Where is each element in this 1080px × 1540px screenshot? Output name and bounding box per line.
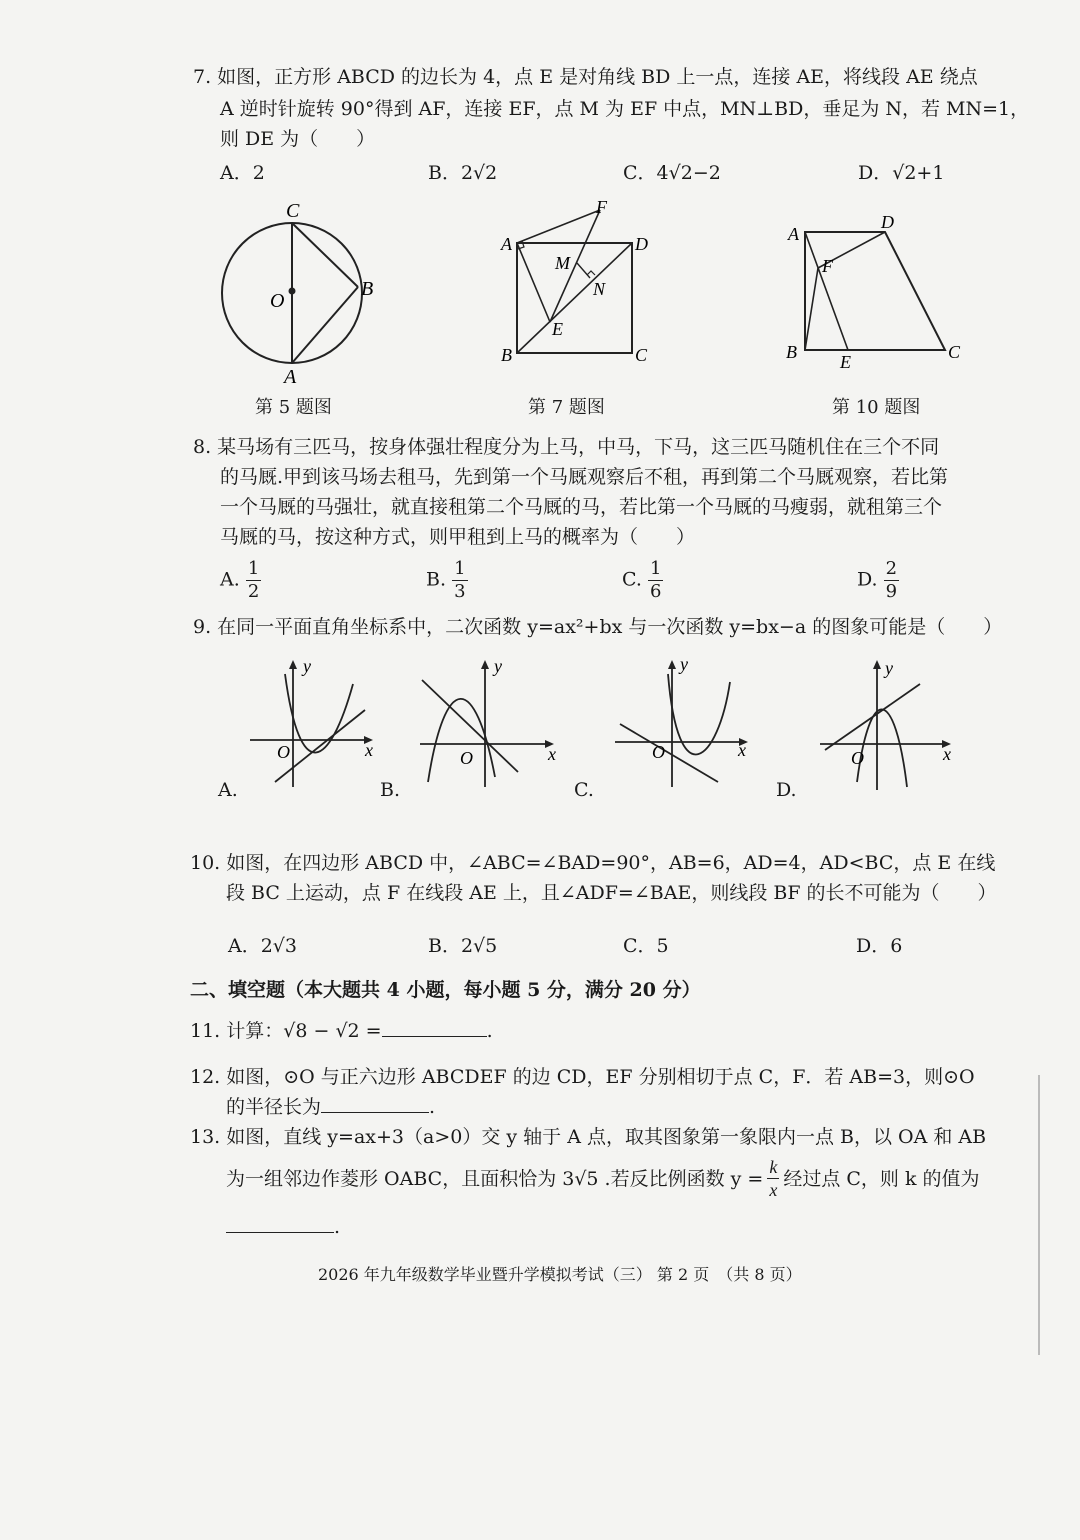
figure-10 bbox=[780, 210, 970, 375]
q10-option-c: C．5 bbox=[623, 935, 669, 957]
section-2-heading: 二、填空题（本大题共 4 小题，每小题 5 分，满分 20 分） bbox=[190, 979, 701, 1001]
origin-label: O bbox=[851, 748, 864, 768]
label-n: N bbox=[593, 279, 606, 299]
chord-ab bbox=[292, 287, 358, 363]
q11 bbox=[190, 1016, 493, 1046]
q11-answer-blank bbox=[382, 1036, 487, 1037]
label-a: A bbox=[788, 224, 799, 244]
q12-end: . bbox=[429, 1096, 436, 1118]
scan-edge-line bbox=[1038, 1075, 1040, 1355]
y-arrow bbox=[873, 660, 881, 669]
q8-option-a: A. $\frac{1}{2}$ bbox=[220, 558, 260, 602]
chord-cb bbox=[292, 223, 358, 287]
q7-option-b: B．2√2 bbox=[428, 162, 498, 184]
q7-option-c: C．4√2−2 bbox=[623, 162, 721, 184]
label-o: O bbox=[270, 290, 285, 312]
q7-line2: A 逆时针旋转 90°得到 AF，连接 EF，点 M 为 EF 中点，MN⊥BD，垂足为 N，若 MN=1， bbox=[220, 98, 1030, 120]
figure-10-caption: 第 10 题图 bbox=[832, 397, 921, 418]
q12-answer-blank bbox=[321, 1112, 429, 1113]
q13-answer-blank bbox=[226, 1232, 334, 1233]
q8-line4: 马厩的马，按这种方式，则甲租到上马的概率为（ ） bbox=[220, 526, 696, 548]
label-b: B bbox=[361, 278, 374, 300]
label-c: C bbox=[948, 342, 961, 362]
x-label: x bbox=[943, 744, 951, 764]
label-e: E bbox=[552, 319, 563, 339]
label-d: D bbox=[881, 212, 894, 232]
q7-option-a: A．2 bbox=[220, 162, 265, 184]
y-arrow bbox=[289, 660, 297, 669]
q13-fraction: $\frac{k}{x}$ bbox=[769, 1157, 778, 1200]
q13-end: . bbox=[334, 1216, 341, 1238]
line bbox=[620, 724, 718, 782]
q8-option-d: D. $\frac{2}{9}$ bbox=[857, 558, 898, 602]
x-label: x bbox=[738, 740, 746, 760]
q10-option-b: B．2√5 bbox=[428, 935, 498, 957]
label-b: B bbox=[501, 345, 512, 365]
label-a: A bbox=[284, 366, 297, 385]
q7-line3: 则 DE 为（ ） bbox=[220, 128, 376, 150]
label-e: E bbox=[840, 352, 851, 372]
parabola bbox=[857, 709, 907, 787]
graph-d-letter: D. bbox=[776, 779, 797, 801]
graph-b bbox=[410, 652, 560, 792]
y-label: y bbox=[494, 656, 502, 676]
figure-7-caption: 第 7 题图 bbox=[528, 397, 605, 418]
label-a: A bbox=[501, 234, 512, 254]
figure-7 bbox=[495, 195, 665, 375]
q10-line2: 段 BC 上运动，点 F 在线段 AE 上，且∠ADF=∠BAE，则线段 BF 的长不可能为（ ） bbox=[226, 882, 997, 904]
q11-end: . bbox=[486, 1020, 493, 1042]
segment-bf bbox=[805, 268, 818, 350]
graph-b-letter: B. bbox=[380, 779, 401, 801]
figure-5 bbox=[210, 195, 390, 385]
graph-a bbox=[245, 652, 380, 792]
q10-option-d: D．6 bbox=[856, 935, 903, 957]
q10-line1: 10. 如图，在四边形 ABCD 中，∠ABC=∠BAD=90°，AB=6，AD=4，AD<BC，点 E 在线 bbox=[190, 852, 996, 874]
right-angle-n bbox=[587, 271, 595, 275]
origin-label: O bbox=[460, 748, 473, 768]
q13-text-a: 为一组邻边作菱形 OABC，且面积恰为 3√5 .若反比例函数 y = bbox=[226, 1167, 764, 1190]
q9-line1: 9. 在同一平面直角坐标系中，二次函数 y=ax²+bx 与一次函数 y=bx−a 的图象可能是（ ） bbox=[193, 616, 1003, 638]
origin-label: O bbox=[652, 742, 665, 762]
line bbox=[825, 684, 920, 750]
center-dot bbox=[289, 288, 296, 295]
graph-c-letter: C. bbox=[574, 779, 594, 801]
q8-line1: 8. 某马场有三匹马，按身体强壮程度分为上马，中马，下马，这三匹马随机住在三个不同 bbox=[193, 436, 940, 458]
label-d: D bbox=[635, 234, 648, 254]
figure-5-caption: 第 5 题图 bbox=[255, 397, 332, 418]
q11-text: 11. 计算：√8 − √2 = bbox=[190, 1020, 382, 1042]
q13-text-b: 经过点 C，则 k 的值为 bbox=[783, 1167, 980, 1190]
graph-c bbox=[610, 652, 758, 792]
label-b: B bbox=[786, 342, 797, 362]
label-c: C bbox=[635, 345, 648, 365]
y-arrow bbox=[668, 660, 676, 669]
page-footer: 2026 年九年级数学毕业暨升学模拟考试（三） 第 2 页 （共 8 页） bbox=[318, 1265, 802, 1284]
y-label: y bbox=[680, 654, 688, 674]
q8-option-c: C. $\frac{1}{6}$ bbox=[622, 558, 662, 602]
segment-ae bbox=[517, 243, 550, 322]
q10-option-a: A．2√3 bbox=[228, 935, 298, 957]
diagonal-bd bbox=[517, 243, 632, 353]
segment-mn bbox=[577, 263, 590, 278]
q12-line1: 12. 如图，⊙O 与正六边形 ABCDEF 的边 CD，EF 分别相切于点 C，F．若 AB=3，则⊙O bbox=[190, 1066, 975, 1088]
graph-a-letter: A. bbox=[218, 779, 238, 801]
graph-d bbox=[815, 652, 965, 792]
label-c: C bbox=[286, 200, 300, 222]
q8-line2: 的马厩.甲到该马场去租马，先到第一个马厩观察后不租，再到第二个马厩观察，若比第 bbox=[220, 466, 949, 488]
segment-ae bbox=[805, 232, 848, 350]
q8-option-b: B. $\frac{1}{3}$ bbox=[426, 558, 466, 602]
q13-line2 bbox=[226, 1156, 980, 1201]
q8-line3: 一个马厩的马强壮，就直接租第二个马厩的马，若比第一个马厩的马瘦弱，就租第三个 bbox=[220, 496, 943, 518]
q12-line2 bbox=[226, 1092, 435, 1122]
label-m: M bbox=[555, 253, 570, 273]
label-f: F bbox=[822, 256, 833, 276]
q7-line1: 7. 如图，正方形 ABCD 的边长为 4，点 E 是对角线 BD 上一点，连接 AE，将线段 AE 绕点 bbox=[193, 66, 978, 88]
y-label: y bbox=[303, 656, 311, 676]
label-f: F bbox=[596, 197, 607, 217]
q13-line3 bbox=[226, 1212, 340, 1242]
y-arrow bbox=[481, 660, 489, 669]
q7-option-d: D．√2+1 bbox=[858, 162, 945, 184]
x-label: x bbox=[548, 744, 556, 764]
y-label: y bbox=[885, 658, 893, 678]
q13-line1: 13. 如图，直线 y=ax+3（a>0）交 y 轴于 A 点，取其图象第一象限内一点 B，以 OA 和 AB bbox=[190, 1126, 987, 1148]
origin-label: O bbox=[277, 742, 290, 762]
x-label: x bbox=[365, 740, 373, 760]
q12-text: 的半径长为 bbox=[226, 1096, 322, 1118]
